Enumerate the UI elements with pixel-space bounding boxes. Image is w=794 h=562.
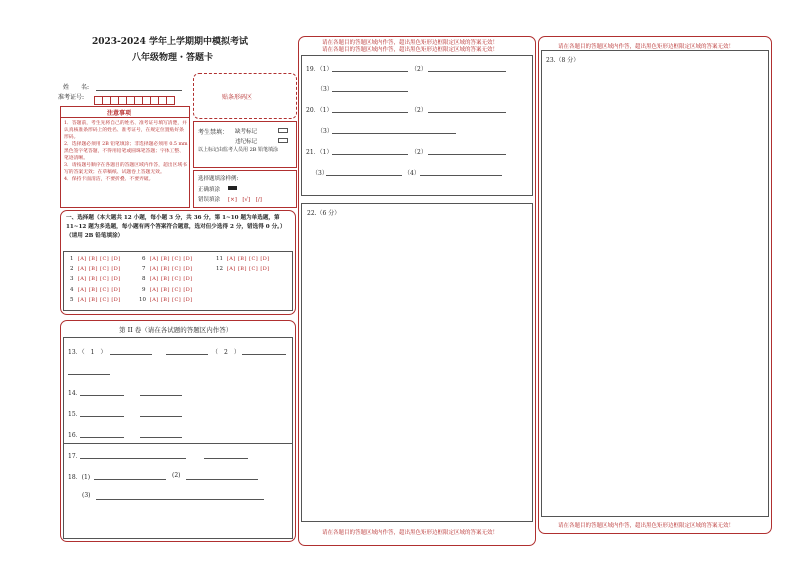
q13-label: 13．（ 1 ）	[68, 349, 107, 356]
correct-label: 正确填涂	[198, 187, 221, 193]
answer-line[interactable]	[140, 395, 182, 396]
answer-line[interactable]	[428, 112, 506, 113]
notice-divider	[60, 117, 190, 118]
q23-box[interactable]	[541, 50, 769, 517]
q21c-label: （3）	[312, 170, 328, 177]
answer-line[interactable]	[110, 354, 152, 355]
answer-line[interactable]	[80, 437, 124, 438]
q13b-label: （ 2 ）	[212, 349, 240, 356]
choice-options[interactable]: [A] [B] [C] [D]	[149, 287, 193, 293]
q19c-label: （3）	[317, 86, 333, 93]
choice-options[interactable]: [A] [B] [C] [D]	[77, 266, 121, 272]
q19-label: 19．（1）	[306, 66, 333, 73]
answer-line[interactable]	[242, 354, 286, 355]
answer-line[interactable]	[332, 112, 408, 113]
absent-label: 缺考标记	[235, 129, 258, 135]
q18a-label: 18．(1)	[68, 474, 91, 481]
notice-item: 4．保持卡面清洁，不要折叠、不要弄破。	[64, 177, 154, 182]
question-number: 11	[216, 256, 223, 262]
q15-label: 15．	[68, 411, 82, 418]
question-number: 10	[139, 297, 146, 303]
choice-row[interactable]	[70, 266, 121, 272]
exam-info-label: 考生禁填：	[198, 129, 229, 136]
question-number: 8	[142, 276, 146, 282]
violation-box[interactable]	[278, 138, 288, 143]
answer-line[interactable]	[68, 374, 110, 375]
fill-sample-title: 选择题填涂样例:	[198, 176, 239, 182]
choice-row[interactable]	[70, 256, 121, 262]
q14-label: 14．	[68, 390, 82, 397]
choice-row[interactable]	[216, 256, 270, 262]
answer-line[interactable]	[204, 458, 248, 459]
section2-divider	[63, 443, 293, 444]
choice-row[interactable]	[139, 297, 193, 303]
choice-row[interactable]	[142, 276, 193, 282]
answer-line[interactable]	[94, 479, 166, 480]
q18b-label: (2)	[172, 472, 181, 479]
absent-box[interactable]	[278, 128, 288, 133]
violation-label: 违纪标记	[235, 139, 258, 145]
q22-box[interactable]	[301, 203, 533, 522]
answer-line[interactable]	[420, 175, 502, 176]
q17-label: 17．	[68, 453, 82, 460]
q21b-label: （2）	[411, 149, 427, 156]
answer-line[interactable]	[332, 133, 456, 134]
choice-options[interactable]: [A] [B] [C] [D]	[226, 256, 270, 262]
notice-list	[64, 120, 188, 183]
choice-row[interactable]	[70, 276, 121, 282]
section2-title: 第 II 卷（请在各试题的答题区内作答）	[119, 326, 233, 334]
answer-line[interactable]	[332, 154, 408, 155]
choice-row[interactable]	[142, 256, 193, 262]
notice-item: 2．选择题必须用 2B 铅笔填涂；非选择题必须用 0.5 mm 黑色签字笔答题，不得用铅笔或圆珠笔答题；字体工整、笔迹清晰。	[64, 142, 188, 161]
notice-title: 注意事项	[107, 110, 132, 117]
warning-text: 请在各题目的答题区域内作答，超出黑色矩形边框限定区域的答案无效！	[322, 40, 499, 46]
wrong-label: 错误填涂	[198, 197, 221, 203]
q16-label: 16．	[68, 432, 82, 439]
choice-row[interactable]	[70, 297, 121, 303]
q20-label: 20．（1）	[306, 107, 333, 114]
notice-item: 3．请按题号顺序在各题目的答题区域内作答，超出区域书写的答案无效；在草稿纸、试题卷上答题无效。	[64, 163, 187, 175]
answer-line[interactable]	[140, 416, 182, 417]
q20c-label: （3）	[317, 128, 333, 135]
q20b-label: （2）	[411, 107, 427, 114]
warning-text: 请在各题目的答题区域内作答，超出黑色矩形边框限定区域的答案无效！	[322, 530, 499, 536]
page-title: 2023-2024 学年上学期期中模拟考试	[92, 37, 248, 47]
question-number: 12	[216, 266, 223, 272]
id-label: 准考证号:	[58, 94, 85, 101]
warning-text: 请在各题目的答题区域内作答，超出黑色矩形边框限定区域的答案无效！	[558, 523, 735, 529]
answer-line[interactable]	[80, 416, 124, 417]
choice-options[interactable]: [A] [B] [C] [D]	[149, 276, 193, 282]
q22-label: 22.（6 分）	[307, 210, 341, 217]
question-number: 7	[142, 266, 146, 272]
question-number: 2	[70, 266, 74, 272]
q23-label: 23.（8 分）	[546, 57, 580, 64]
answer-line[interactable]	[332, 71, 408, 72]
question-number: 3	[70, 276, 74, 282]
wrong-sample: [×] [√] [/]	[228, 197, 262, 203]
answer-line[interactable]	[96, 499, 264, 500]
choice-options[interactable]: [A] [B] [C] [D]	[149, 266, 193, 272]
choice-options[interactable]: [A] [B] [C] [D]	[77, 276, 121, 282]
choice-options[interactable]: [A] [B] [C] [D]	[77, 297, 121, 303]
answer-line[interactable]	[326, 175, 402, 176]
choice-options[interactable]: [A] [B] [C] [D]	[226, 266, 270, 272]
section2-inner	[63, 337, 293, 539]
choice-row[interactable]	[70, 287, 121, 293]
choice-options[interactable]: [A] [B] [C] [D]	[77, 287, 121, 293]
choice-row[interactable]	[142, 266, 193, 272]
question-number: 6	[142, 256, 146, 262]
question-number: 9	[142, 287, 146, 293]
notice-item: 1．答题前，考生先将自己的姓名、准考证号填写清楚，并认真核准条形码上的姓名、准考证号，在规定位置贴好条形码。	[64, 121, 187, 140]
answer-line[interactable]	[186, 479, 258, 480]
answer-line[interactable]	[428, 154, 506, 155]
question-number: 5	[70, 297, 74, 303]
choice-options[interactable]: [A] [B] [C] [D]	[149, 256, 193, 262]
q21-label: 21．（1）	[306, 149, 333, 156]
exam-info-note: 以上标记由监考人员用 2B 铅笔填涂	[198, 147, 279, 153]
page-subtitle: 八年级物理・答题卡	[132, 53, 214, 63]
section1-instructions: 一、选择题（本大题共 12 小题，每小题 3 分，共 36 分，第 1~10 题为单选题，第 11~12 题为多选题，每小题有两个答案符合题意，选对但少选得 2 分，错选得 0 分。）（请用 2B 铅笔填涂）	[66, 215, 286, 239]
answer-line[interactable]	[80, 395, 124, 396]
question-number: 4	[70, 287, 74, 293]
q21d-label: （4）	[404, 170, 420, 177]
choice-options[interactable]: [A] [B] [C] [D]	[77, 256, 121, 262]
answer-line[interactable]	[332, 91, 408, 92]
q19b-label: （2）	[411, 66, 427, 73]
choice-options[interactable]: [A] [B] [C] [D]	[149, 297, 193, 303]
choice-row[interactable]	[216, 266, 270, 272]
warning-text: 请在各题目的答题区域内作答，超出黑色矩形边框限定区域的答案无效！	[558, 44, 735, 50]
q18c-label: (3)	[82, 492, 91, 499]
name-label: 姓 名:	[63, 84, 90, 91]
answer-line[interactable]	[428, 71, 506, 72]
answer-line[interactable]	[140, 437, 182, 438]
warning-text: 请在各题目的答题区域内作答，超出黑色矩形边框限定区域的答案无效！	[322, 47, 499, 53]
question-number: 1	[70, 256, 74, 262]
answer-line[interactable]	[166, 354, 208, 355]
choice-row[interactable]	[142, 287, 193, 293]
answer-line[interactable]	[80, 458, 186, 459]
barcode-label: 贴条形码区	[222, 94, 253, 101]
correct-sample	[228, 186, 237, 190]
